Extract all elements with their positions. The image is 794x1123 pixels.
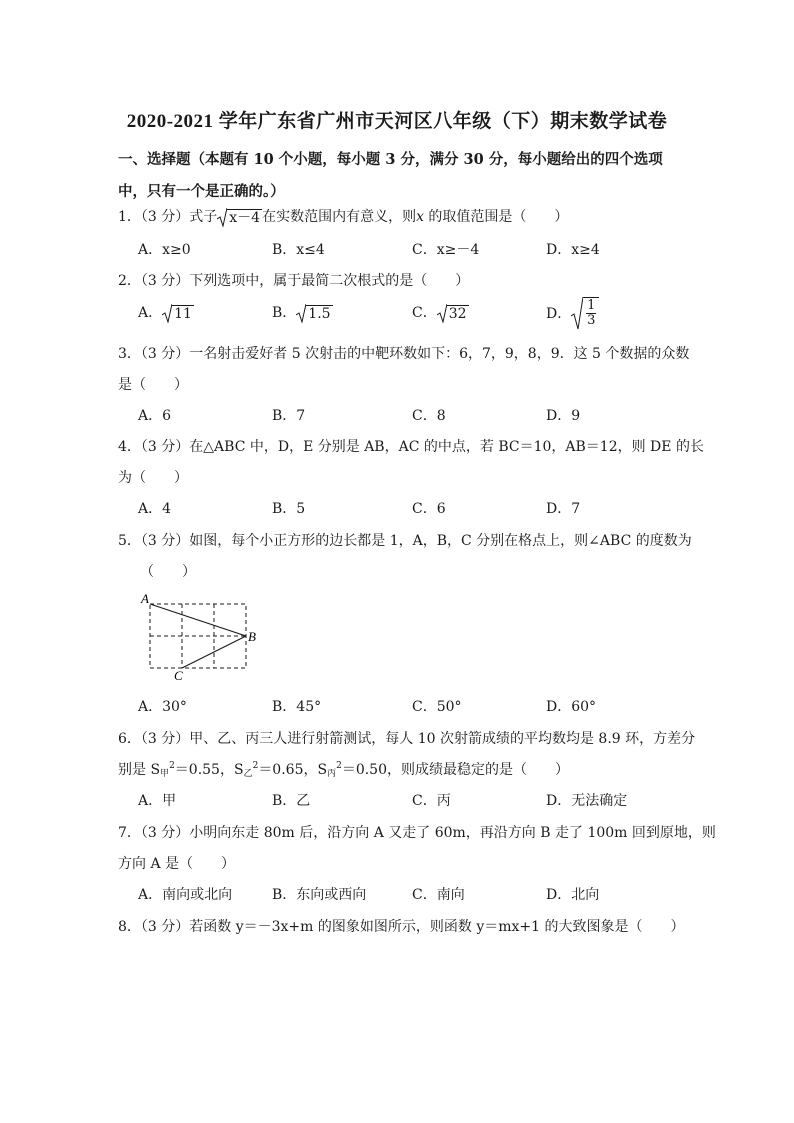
sqrt-fraction-icon [571, 296, 599, 330]
q6-option-c[interactable]: C．丙 [412, 793, 451, 809]
q7-option-c[interactable]: C．南向 [412, 887, 465, 903]
question-5-line1: 5．（3 分）如图，每个小正方形的边长都是 1，A，B，C 分别在格点上，则∠ABC 的度数为 [118, 533, 692, 549]
q2-option-c[interactable] [412, 302, 469, 323]
q5-option-a[interactable]: A．30° [138, 699, 187, 715]
q6-text-b: ＝0.55，S [174, 762, 244, 778]
q4-option-d[interactable]: D．7 [546, 501, 581, 517]
q2-option-a[interactable] [138, 302, 194, 323]
q6-sub-yi: 乙 [243, 769, 253, 779]
q2-a-radicand: 11 [174, 305, 192, 322]
q6-text-c: ＝0.65，S [258, 762, 328, 778]
sqrt-expression [217, 207, 262, 227]
q1-option-d[interactable]: D．x≥4 [546, 242, 600, 258]
q2-label-a: A． [138, 305, 163, 321]
q2-d-denominator: 3 [587, 313, 596, 328]
q1-number: 1．（3 分）式子 [118, 209, 218, 225]
q3-option-d[interactable]: D．9 [546, 408, 581, 424]
q2-label-d: D． [546, 306, 572, 322]
q2-b-radicand: 1.5 [308, 305, 331, 322]
exam-title: 2020-2021 学年广东省广州市天河区八年级（下）期末数学试卷 [126, 111, 668, 132]
q6-sup-1: 2 [169, 761, 175, 771]
q2-d-numerator: 1 [587, 298, 596, 313]
q1-option-c[interactable]: C．x≥－4 [412, 242, 480, 258]
q1-rest: 在实数范围内有意义，则 [262, 209, 417, 225]
q2-option-d[interactable] [546, 296, 599, 330]
q6-sup-3: 2 [336, 761, 342, 771]
question-8-line1: 8．（3 分）若函数 y＝－3x+m 的图象如图所示，则函数 y＝mx+1 的大致图象是（ ） [118, 919, 685, 935]
q1-tail: 的取值范围是（ ） [423, 209, 569, 225]
q6-sub-bing: 丙 [327, 769, 337, 779]
question-2: 2．（3 分）下列选项中，属于最简二次根式的是（ ） [118, 273, 470, 289]
q5-option-c[interactable]: C．50° [412, 699, 462, 715]
dashed-grid [150, 604, 246, 668]
question-3-line2: 是（ ） [118, 377, 188, 393]
question-6-line1: 6．（3 分）甲、乙、丙三人进行射箭测试，每人 10 次射箭成绩的平均数均是 8.9 环，方差分 [118, 731, 696, 747]
question-3-line1: 3．（3 分）一名射击爱好者 5 次射击的中靶环数如下：6，7，9，8，9．这 5 个数据的众数 [118, 346, 690, 362]
section-heading: 一、选择题（本题有 10 个小题，每小题 3 分，满分 30 分，每小题给出的四个选项中，只有一个是正确的。） [118, 151, 663, 200]
q2-option-b[interactable] [272, 302, 333, 323]
q6-option-a[interactable]: A．甲 [138, 793, 177, 809]
point-c-label: C [174, 668, 183, 682]
q7-option-d[interactable]: D．北向 [546, 887, 600, 903]
q6-option-d[interactable]: D．无法确定 [546, 793, 628, 809]
question-6-line2 [118, 759, 569, 779]
q5-option-b[interactable]: B．45° [272, 699, 322, 715]
sqrt-icon [296, 303, 332, 323]
point-a-label: A [141, 591, 149, 606]
q4-option-a[interactable]: A．4 [138, 501, 172, 517]
question-7-line2: 方向 A 是（ ） [118, 856, 236, 872]
q2-label-c: C． [412, 305, 437, 321]
question-1 [118, 206, 568, 227]
point-b-label: B [248, 629, 256, 644]
question-5-line2: （ ） [140, 564, 196, 580]
q2-c-radicand: 32 [448, 305, 467, 322]
q3-option-c[interactable]: C．8 [412, 408, 446, 424]
q5-option-d[interactable]: D．60° [546, 699, 597, 715]
q1-radicand: x－4 [229, 209, 261, 226]
q6-text-a: 别是 S [118, 762, 161, 778]
sqrt-icon [162, 303, 194, 323]
question-7-line1: 7．（3 分）小明向东走 80m 后，沿方向 A 又走了 60m，再沿方向 B 走了 100m 回到原地，则 [118, 825, 716, 841]
q4-option-b[interactable]: B．5 [272, 501, 306, 517]
q6-sub-jia: 甲 [160, 769, 170, 779]
q7-option-b[interactable]: B．东向或西向 [272, 887, 367, 903]
question-4-line1: 4．（3 分）在△ABC 中，D，E 分别是 AB，AC 的中点，若 BC＝10，AB＝12，则 DE 的长 [118, 439, 704, 455]
q3-option-b[interactable]: B．7 [272, 408, 306, 424]
q7-option-a[interactable]: A．南向或北向 [138, 887, 233, 903]
q6-option-b[interactable]: B．乙 [272, 793, 311, 809]
q1-option-b[interactable]: B．x≤4 [272, 242, 325, 258]
grid-triangle-figure [138, 590, 268, 682]
q6-sup-2: 2 [252, 761, 259, 771]
q1-var: x [416, 209, 424, 225]
sqrt-icon [437, 303, 469, 323]
q6-text-d: ＝0.50，则成绩最稳定的是（ ） [341, 762, 569, 778]
q1-option-a[interactable]: A．x≥0 [138, 242, 191, 258]
q4-option-c[interactable]: C．6 [412, 501, 446, 517]
q3-option-a[interactable]: A．6 [138, 408, 172, 424]
q2-label-b: B． [272, 305, 297, 321]
question-4-line2: 为（ ） [118, 470, 188, 486]
